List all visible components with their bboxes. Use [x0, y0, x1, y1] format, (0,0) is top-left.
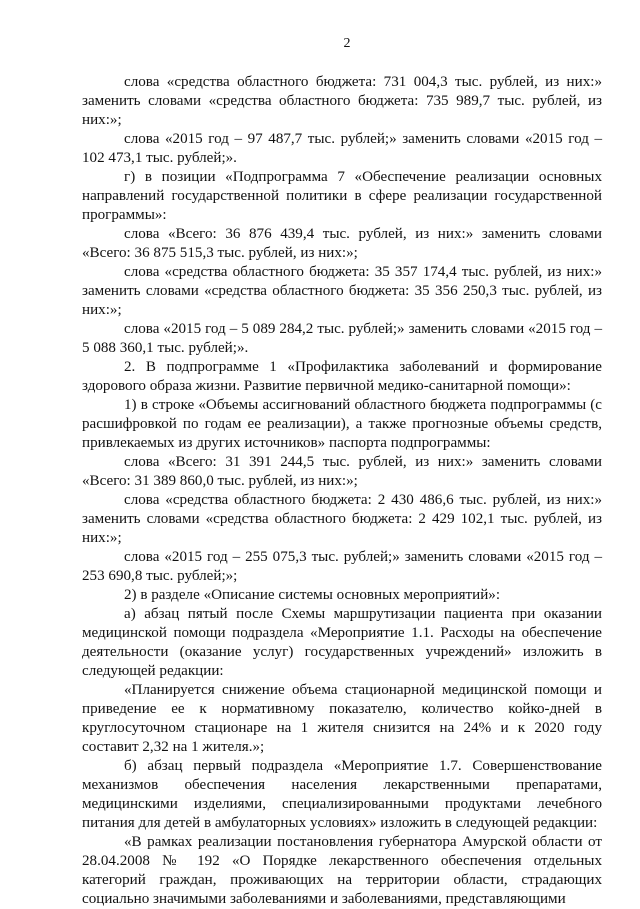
- paragraph: слова «Всего: 31 391 244,5 тыс. рублей, из них:» заменить словами «Всего: 31 389 860,0 тыс. рублей, из них:»;: [82, 454, 602, 489]
- paragraph: а) абзац пятый после Схемы маршрутизации пациента при оказании медицинской помощи подраздела «Мероприятие 1.1. Расходы на обеспечение деятельности (оказание услуг) государственных учреждений» изложить в следующей редакции:: [82, 606, 602, 679]
- paragraph: б) абзац первый подраздела «Мероприятие 1.7. Совершенствование механизмов обеспечения населения лекарственными препаратами, медицинскими изделиями, специализированными продуктами лечебного питания для детей в амбулаторных условиях» изложить в следующей редакции:: [82, 758, 602, 831]
- paragraph: «Планируется снижение объема стационарной медицинской помощи и приведение ее к нормативному показателю, количество койко-дней в круглосуточном стационаре на 1 жителя снизится на 24% и к 2020 году составит 2,32 на 1 жителя.»;: [82, 682, 602, 755]
- paragraph: «В рамках реализации постановления губернатора Амурской области от 28.04.2008 № 192 «О Порядке лекарственного обеспечения отдельных категорий граждан, проживающих на территории области, страдающих социально значимыми заболеваниями и заболеваниями, представляющими: [82, 834, 602, 907]
- paragraph: слова «2015 год – 255 075,3 тыс. рублей;» заменить словами «2015 год – 253 690,8 тыс. рублей;»;: [82, 549, 602, 584]
- paragraph: слова «средства областного бюджета: 2 430 486,6 тыс. рублей, из них:» заменить словами «средства областного бюджета: 2 429 102,1 тыс. рублей, из них:»;: [82, 492, 602, 546]
- paragraph: слова «2015 год – 97 487,7 тыс. рублей;» заменить словами «2015 год – 102 473,1 тыс. рублей;».: [82, 131, 602, 166]
- paragraph: слова «Всего: 36 876 439,4 тыс. рублей, из них:» заменить словами «Всего: 36 875 515,3 тыс. рублей, из них:»;: [82, 226, 602, 261]
- paragraph: 2. В подпрограмме 1 «Профилактика заболеваний и формирование здорового образа жизни. Развитие первичной медико-санитарной помощи»:: [82, 359, 602, 394]
- paragraph: слова «2015 год – 5 089 284,2 тыс. рублей;» заменить словами «2015 год – 5 088 360,1 тыс. рублей;».: [82, 321, 602, 356]
- paragraph: 1) в строке «Объемы ассигнований областного бюджета подпрограммы (с расшифровкой по годам ее реализации), а также прогнозные объемы средств, привлекаемых из других источников» паспорта подпрограммы:: [82, 397, 602, 451]
- paragraph: слова «средства областного бюджета: 731 004,3 тыс. рублей, из них:» заменить словами «средства областного бюджета: 735 989,7 тыс. рублей, из них:»;: [82, 74, 602, 128]
- paragraph: 2) в разделе «Описание системы основных мероприятий»:: [124, 587, 501, 603]
- paragraph: г) в позиции «Подпрограмма 7 «Обеспечение реализации основных направлений государственной политики в сфере реализации государственной программы»:: [82, 169, 602, 223]
- page-number: 2: [343, 36, 351, 51]
- paragraph: слова «средства областного бюджета: 35 357 174,4 тыс. рублей, из них:» заменить словами «средства областного бюджета: 35 356 250,3 тыс. рублей, из них:»;: [82, 264, 602, 318]
